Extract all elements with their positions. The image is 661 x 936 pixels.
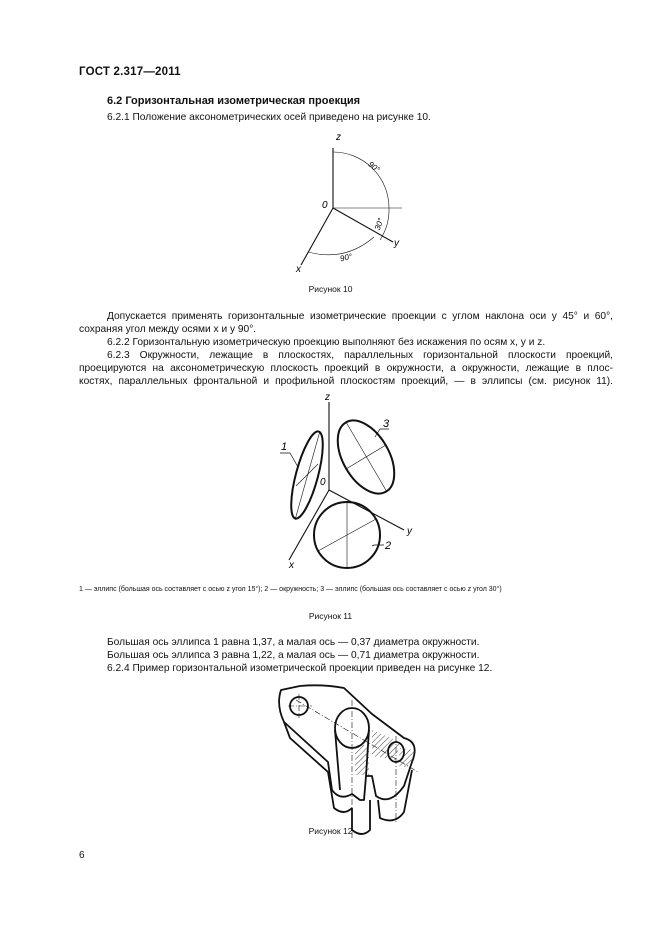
fig11-label-3: 3	[383, 418, 390, 430]
figure-11-caption: Рисунок 11	[308, 611, 353, 621]
paragraph-6-2-2: 6.2.2 Горизонтальную изометрическую проекцию выполняют без искажения по осям x, y и z.	[107, 337, 546, 348]
paragraph-line: Допускается применять горизонтальные изометрические проекции с углом наклона оси y 45° и 60°,	[107, 311, 613, 322]
paragraph-line: сохраняя угол между осями x и y 90°.	[79, 324, 257, 335]
paragraph-line: проецируются на аксонометрическую плоскость проекций в окружности, а окружности, лежащие в плос-	[79, 363, 613, 374]
figure-12-caption: Рисунок 12	[308, 826, 353, 836]
fig10-axis-y: y	[394, 238, 399, 249]
section-title: 6.2 Горизонтальная изометрическая проекция	[107, 95, 361, 107]
document-header: ГОСТ 2.317—2011	[79, 66, 181, 78]
fig11-axis-y: y	[407, 526, 412, 537]
paragraph-line: Большая ось эллипса 1 равна 1,37, а малая ось — 0,37 диаметра окружности.	[107, 637, 480, 648]
paragraph-6-2-3: 6.2.3 Окружности, лежащие в плоскостях, параллельных горизонтальной плоскости проекций,	[107, 350, 613, 361]
fig10-angle-bottom: 90°	[339, 251, 353, 264]
paragraph-6-2-4: 6.2.4 Пример горизонтальной изометрической проекции приведен на рисунке 12.	[107, 663, 493, 674]
paragraph-line: костях, параллельных фронтальной и профильной плоскостям проекций, — в эллипсы (см. рисунок 11).	[79, 376, 613, 387]
page-number: 6	[79, 850, 85, 861]
figure-10-caption: Рисунок 10	[308, 284, 353, 294]
fig11-label-2: 2	[385, 540, 392, 552]
fig10-axis-z: z	[336, 132, 341, 143]
paragraph-line: Большая ось эллипса 3 равна 1,22, а малая ось — 0,71 диаметра окружности.	[107, 650, 480, 661]
fig10-origin: 0	[322, 200, 328, 211]
fig10-axis-x: x	[296, 264, 301, 275]
fig10-angle-right: 30°	[372, 217, 386, 232]
fig11-axis-x: x	[289, 560, 294, 571]
fig10-angle-top: 90°	[366, 159, 382, 175]
fig11-axis-z: z	[325, 392, 330, 403]
figure-11-legend: 1 — эллипс (большая ось составляет с осью z угол 15°); 2 — окружность; 3 — эллипс (большая ось составляет с осью z угол 30°)	[79, 586, 502, 593]
fig11-origin: 0	[320, 477, 326, 488]
fig11-label-1: 1	[281, 441, 288, 453]
paragraph-6-2-1: 6.2.1 Положение аксонометрических осей приведено на рисунке 10.	[107, 112, 431, 123]
